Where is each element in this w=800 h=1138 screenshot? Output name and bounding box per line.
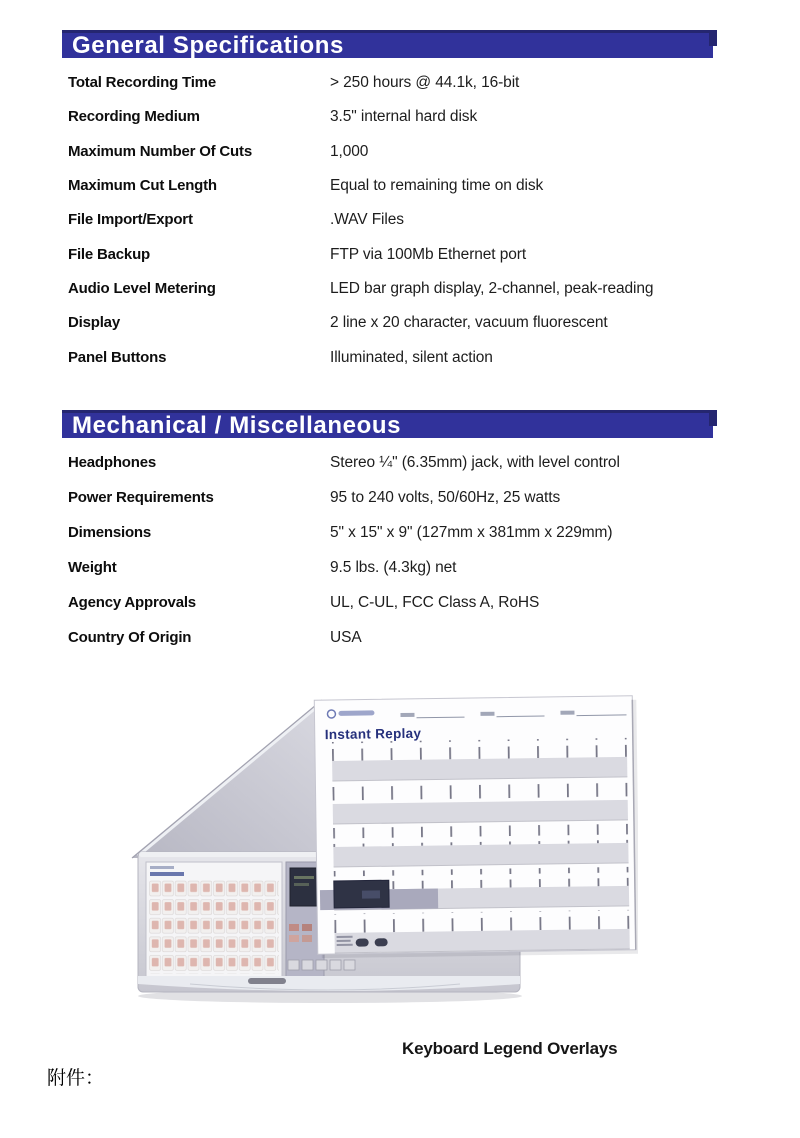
table-row <box>68 210 716 244</box>
spec-label: Power Requirements <box>68 489 214 506</box>
table-row <box>68 279 716 313</box>
front-overlay-sheet <box>314 696 638 958</box>
table-row <box>68 73 716 107</box>
table-row <box>68 245 716 279</box>
spec-label: Panel Buttons <box>68 348 167 366</box>
product-photo <box>130 688 638 1040</box>
device-buttons <box>288 960 355 970</box>
spec-value: UL, C-UL, FCC Class A, RoHS <box>330 594 540 611</box>
section-header-mechanical-miscellaneous <box>62 410 713 438</box>
table-row <box>68 142 716 176</box>
spec-label: Dimensions <box>68 524 152 541</box>
back-overlay-sheet <box>132 700 322 858</box>
section-header-general-specifications <box>62 30 713 58</box>
device-keyboard <box>146 862 282 978</box>
spec-value: > 250 hours @ 44.1k, 16-bit <box>330 74 520 91</box>
table-row <box>68 176 716 210</box>
spec-value: FTP via 100Mb Ethernet port <box>330 245 527 263</box>
spec-label: Country Of Origin <box>68 629 192 646</box>
spec-value: 9.5 lbs. (4.3kg) net <box>330 559 457 576</box>
spec-label: File Import/Export <box>68 211 193 229</box>
spec-value: Equal to remaining time on disk <box>330 177 544 195</box>
attachment-label: 附件： <box>47 1067 105 1089</box>
spec-value: .WAV Files <box>330 211 404 229</box>
table-row <box>68 628 716 663</box>
spec-label: Headphones <box>68 454 157 471</box>
spec-label: Audio Level Metering <box>68 280 216 298</box>
product-photo-figure <box>130 688 638 1040</box>
spec-label: Maximum Number Of Cuts <box>68 142 252 160</box>
spec-label: Total Recording Time <box>68 74 216 91</box>
spec-value: LED bar graph display, 2-channel, peak-reading <box>330 280 654 298</box>
spec-label: Maximum Cut Length <box>68 177 217 195</box>
mechanical-miscellaneous-table <box>68 453 716 663</box>
spec-value: USA <box>330 629 362 646</box>
legend-grid <box>332 738 630 953</box>
section-title: Mechanical / Miscellaneous <box>72 412 402 439</box>
brand-logo <box>248 978 286 984</box>
spec-label: Recording Medium <box>68 108 200 126</box>
table-row <box>68 593 716 628</box>
spec-value: 95 to 240 volts, 50/60Hz, 25 watts <box>330 489 561 506</box>
table-row <box>68 313 716 347</box>
spec-value: Illuminated, silent action <box>330 348 493 366</box>
spec-value: 5" x 15" x 9" (127mm x 381mm x 229mm) <box>330 524 613 541</box>
spec-value: 3.5" internal hard disk <box>330 108 478 126</box>
table-row <box>68 523 716 558</box>
spec-label: Display <box>68 314 120 332</box>
table-row <box>68 453 716 488</box>
table-row <box>68 558 716 593</box>
spec-value: Stereo ¼" (6.35mm) jack, with level control <box>330 454 620 471</box>
spec-value: 1,000 <box>330 142 369 160</box>
general-specifications-table <box>68 73 716 382</box>
section-title: General Specifications <box>72 32 344 59</box>
spec-value: 2 line x 20 character, vacuum fluorescent <box>330 314 608 332</box>
table-row <box>68 488 716 523</box>
table-row <box>68 107 716 141</box>
overlay-sheet-title: Instant Replay <box>324 725 422 743</box>
figure-caption: Keyboard Legend Overlays <box>402 1039 618 1058</box>
table-row <box>68 348 716 382</box>
spec-label: File Backup <box>68 245 150 263</box>
spec-label: Weight <box>68 559 117 576</box>
spec-label: Agency Approvals <box>68 594 196 611</box>
